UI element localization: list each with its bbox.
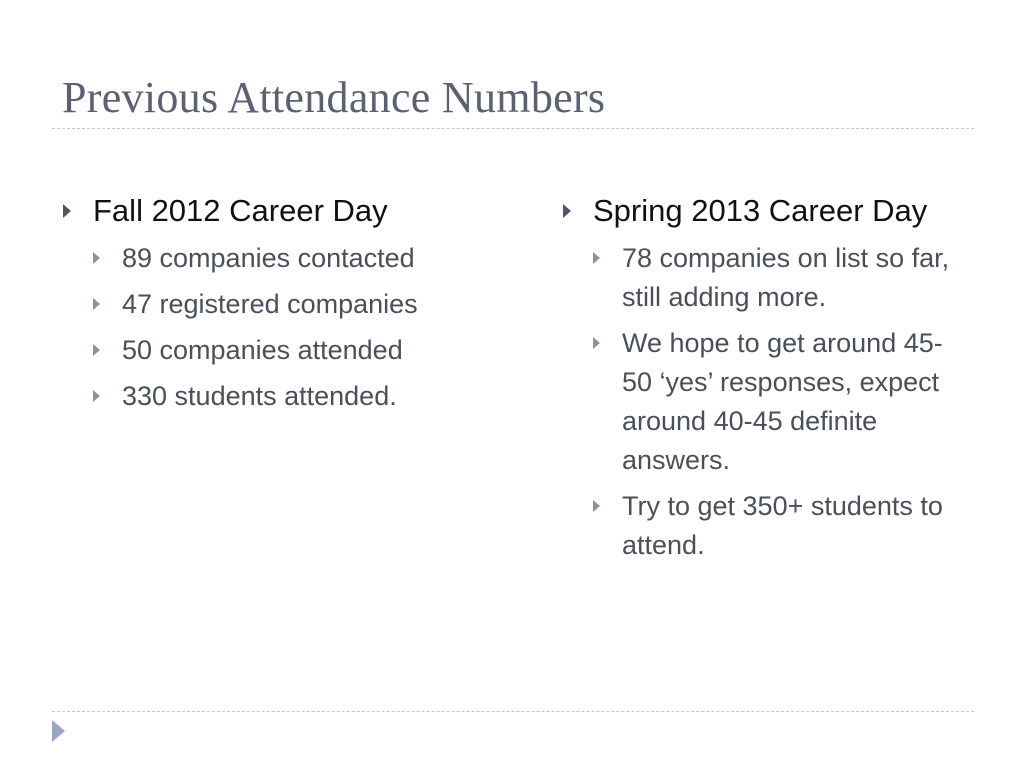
list-item (90, 285, 500, 324)
list-item-text: 47 registered companies (122, 289, 418, 319)
list-item (90, 239, 500, 278)
sub-bullet-triangle-icon (593, 252, 600, 264)
sub-bullet-triangle-icon (93, 298, 100, 310)
spring-2013-heading (560, 191, 970, 231)
title-divider (52, 128, 974, 129)
list-item-text: Try to get 350+ students to attend. (622, 491, 943, 560)
fall-2012-heading-text: Fall 2012 Career Day (93, 193, 388, 228)
spring-2013-heading-text: Spring 2013 Career Day (593, 193, 928, 228)
fall-2012-heading (60, 191, 500, 231)
list-item-text: 50 companies attended (122, 335, 403, 365)
sub-bullet-triangle-icon (93, 344, 100, 356)
bullet-triangle-icon (563, 204, 571, 218)
list-item-text: 330 students attended. (122, 381, 397, 411)
list-item-text: 78 companies on list so far, still adding more. (622, 243, 950, 312)
sub-bullet-triangle-icon (93, 252, 100, 264)
sub-bullet-triangle-icon (93, 390, 100, 402)
list-item (590, 239, 970, 317)
list-item (590, 487, 970, 565)
spring-2013-column (560, 191, 970, 572)
sub-bullet-triangle-icon (593, 337, 600, 349)
list-item (90, 377, 500, 416)
spring-2013-list (560, 239, 970, 565)
corner-triangle-icon (52, 720, 65, 742)
list-item (90, 331, 500, 370)
list-item-text: 89 companies contacted (122, 243, 415, 273)
list-item-text: We hope to get around 45-50 ‘yes’ responses, expect around 40-45 definite answers. (622, 328, 943, 475)
footer-divider (52, 711, 974, 712)
bullet-triangle-icon (63, 204, 71, 218)
fall-2012-list (60, 239, 500, 416)
list-item (590, 324, 970, 480)
sub-bullet-triangle-icon (593, 500, 600, 512)
slide-title: Previous Attendance Numbers (62, 73, 606, 122)
fall-2012-column (60, 191, 500, 423)
